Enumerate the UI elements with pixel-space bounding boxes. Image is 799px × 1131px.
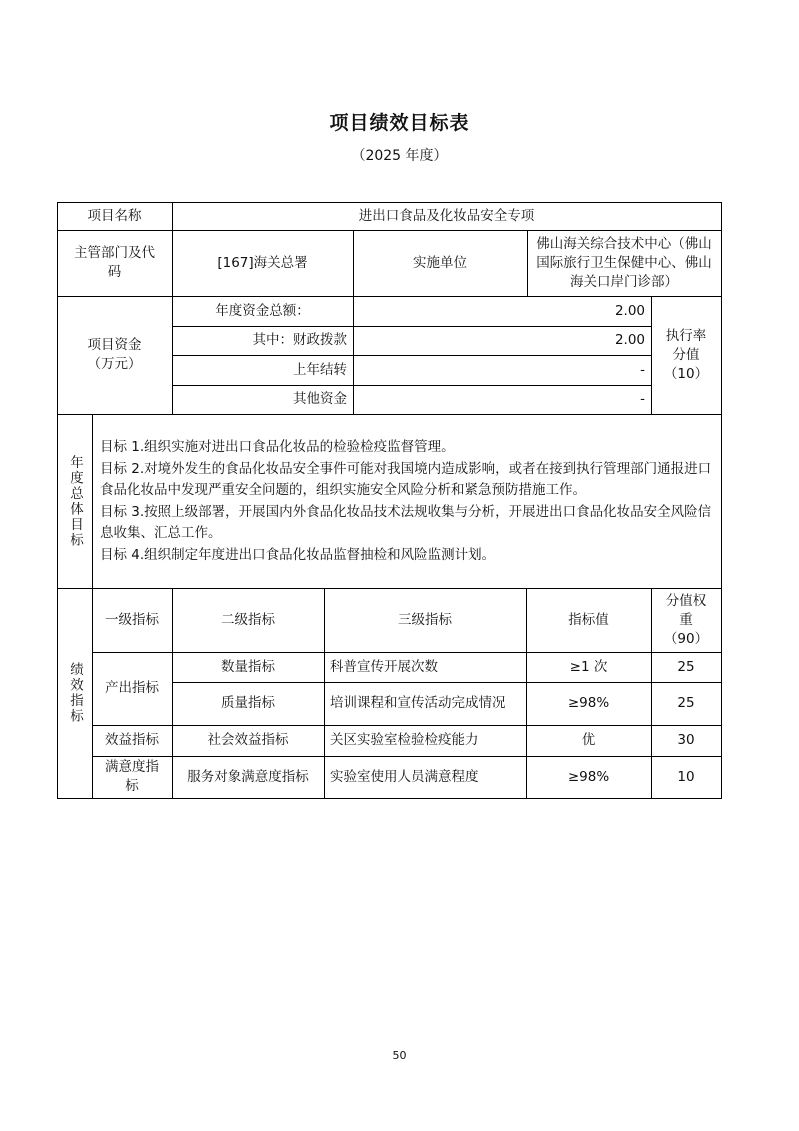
unit-value: 佛山海关综合技术中心（佛山国际旅行卫生保健中心、佛山海关口岸门诊部） (536, 235, 712, 290)
goal-item-2: 目标 2.对境外发生的食品化妆品安全事件可能对我国境内造成影响，或者在接到执行管理部门通报进口食品化妆品中发现严重安全问题的，组织实施安全风险分析和紧急预防措施工作。 (100, 460, 712, 498)
funds-label: 项目资金（万元） (87, 337, 142, 372)
header-level2: 二级指标 (221, 611, 275, 628)
page-title: 项目绩效目标表 (329, 112, 470, 134)
header-score: 分值权重（90） (663, 592, 709, 647)
table-row: 效益指标 (105, 732, 159, 748)
table-row: ≥98% (567, 695, 610, 711)
funds-fiscal-label: 其中：财政拨款 (252, 332, 347, 348)
project-name-label: 项目名称 (87, 207, 142, 224)
table-row: 服务对象满意度指标 (187, 768, 309, 785)
exec-rate-label: 执行率分值（10） (663, 327, 709, 382)
table-row: 质量指标 (221, 695, 275, 711)
goal-item-4: 目标 4.组织制定年度进出口食品化妆品监督抽检和风险监测计划。 (100, 546, 496, 563)
dept-label: 主管部门及代码 (74, 245, 155, 280)
funds-lastyear-label: 上年结转 (293, 361, 347, 378)
project-name-value: 进出口食品及化妆品安全专项 (358, 207, 535, 224)
header-value: 指标值 (568, 611, 609, 628)
table-row: 关区实验室检验检疫能力 (330, 732, 479, 748)
table-row: ≥98% (567, 768, 610, 785)
page-number: 50 (392, 1049, 407, 1062)
table-row: 社会效益指标 (207, 732, 289, 748)
header-level3: 三级指标 (398, 611, 452, 628)
header-level1: 一级指标 (105, 611, 159, 628)
table-row: 科普宣传开展次数 (330, 658, 438, 675)
table-row: 实验室使用人员满意程度 (330, 768, 479, 785)
table-row: 25 (677, 658, 695, 675)
table-row: 数量指标 (221, 658, 275, 675)
funds-total-label: 年度资金总额： (215, 302, 310, 319)
table-row: 优 (581, 732, 596, 748)
goals-label: 年度总体目标 (67, 454, 83, 548)
table-row: 培训课程和宣传活动完成情况 (330, 695, 506, 711)
goal-item-1: 目标 1.组织实施对进出口食品化妆品的检验检疫监督管理。 (100, 439, 455, 455)
funds-other-value: - (640, 391, 645, 407)
indicators-label: 绩效指标 (67, 662, 83, 724)
funds-total-value: 2.00 (614, 302, 645, 319)
goal-item-3: 目标 3.按照上级部署，开展国内外食品化妆品技术法规收集与分析，开展进出口食品化妆品安全风险信息收集、汇总工作。 (100, 503, 712, 541)
funds-other-label: 其他资金 (293, 391, 347, 407)
indicator-level1-output: 产出指标 (105, 680, 159, 696)
table-row: 30 (677, 732, 695, 748)
table-row: ≥1 次 (569, 658, 608, 675)
table-row: 满意度指标 (105, 759, 159, 794)
goals-list (100, 437, 718, 566)
funds-lastyear-value: - (640, 361, 645, 378)
dept-value: [167]海关总署 (217, 254, 308, 271)
page-subtitle: （2025 年度） (351, 148, 448, 164)
funds-fiscal-value: 2.00 (614, 332, 645, 348)
table-row: 25 (677, 695, 695, 711)
unit-label: 实施单位 (413, 254, 467, 271)
table-row: 10 (677, 768, 695, 785)
